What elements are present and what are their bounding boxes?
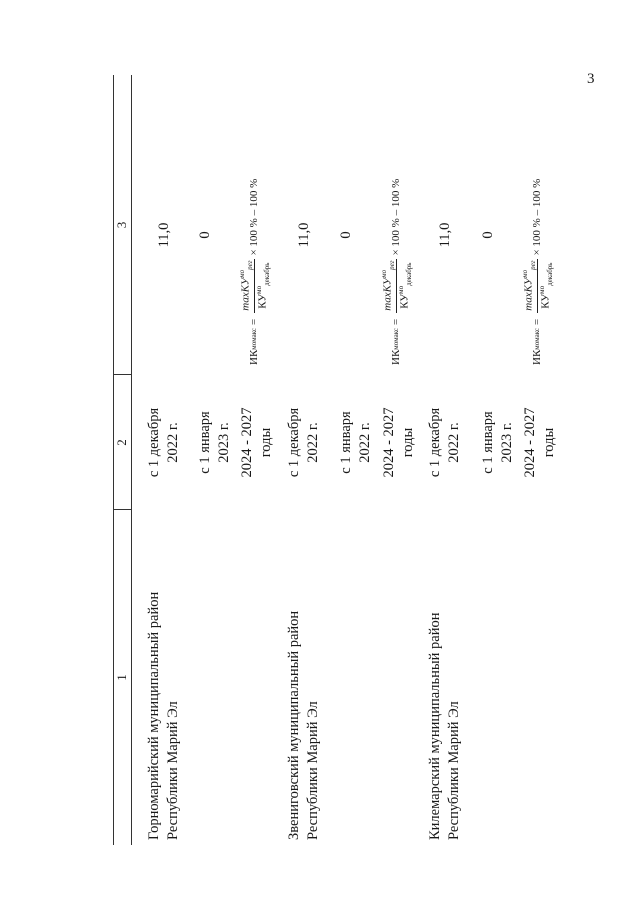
formula-sup: мо: [254, 285, 263, 294]
period-line: 2022 г.: [357, 422, 373, 463]
header-col-2: 2: [114, 439, 129, 446]
formula-fraction: [380, 259, 413, 313]
formula-sub: рег: [387, 260, 396, 270]
formula: [521, 179, 554, 365]
period-line: с 1 декабря: [427, 407, 443, 478]
district-line: Звениговский муниципальный район: [286, 610, 302, 840]
formula-eq: =: [390, 318, 403, 325]
district-line: Горномарийский муниципальный район: [146, 591, 162, 840]
period-line: с 1 января: [338, 411, 354, 474]
period-line: 2023 г.: [216, 422, 232, 463]
district-name: [285, 515, 323, 840]
period-line: годы: [541, 427, 557, 458]
formula-num: maxКУ: [239, 277, 252, 311]
period-line: 2022 г.: [165, 422, 181, 463]
formula-tail: × 100 % – 100 %: [531, 178, 544, 256]
formula-sub: декабрь: [262, 262, 271, 286]
period-cell: [285, 375, 323, 510]
period-line: годы: [258, 427, 274, 458]
period-line: 2024 - 2027: [522, 407, 538, 478]
period-cell: [337, 375, 375, 510]
rotated-table: [113, 75, 557, 845]
formula: [238, 179, 271, 365]
value-cell: 0: [338, 231, 354, 239]
value-cell: 11,0: [156, 222, 172, 248]
district-line: Республики Марий Эл: [165, 701, 181, 840]
formula-sup: мо: [238, 269, 246, 278]
header-bottom-border: [131, 75, 132, 845]
period-line: с 1 января: [197, 411, 213, 474]
formula-sub: макс: [533, 327, 542, 342]
formula-den: КУ: [539, 293, 552, 309]
header-col-1: 1: [114, 674, 129, 681]
period-cell: [479, 375, 517, 510]
formula-label: ИК: [390, 349, 403, 365]
formula-den: КУ: [256, 293, 269, 309]
formula-num: maxКУ: [381, 277, 394, 311]
header-col-3: 3: [114, 221, 129, 229]
period-line: с 1 декабря: [146, 407, 162, 478]
formula-tail: × 100 % – 100 %: [390, 178, 403, 256]
formula-sup: мо: [392, 341, 401, 350]
period-line: 2023 г.: [499, 422, 515, 463]
value-cell: 0: [197, 231, 213, 239]
district-name: [426, 515, 464, 840]
formula-den: КУ: [398, 293, 411, 309]
period-line: 2024 - 2027: [239, 407, 255, 478]
formula-sub: макс: [250, 327, 259, 342]
value-cell: 0: [480, 231, 496, 239]
period-cell: [238, 375, 276, 510]
formula-sup: мо: [533, 341, 542, 350]
value-cell: 11,0: [296, 222, 312, 248]
formula-sup: мо: [537, 285, 546, 294]
formula-label: ИК: [531, 349, 544, 365]
period-line: годы: [400, 427, 416, 458]
formula-sub: рег: [528, 260, 537, 270]
formula-sup: мо: [396, 285, 405, 294]
period-line: 2022 г.: [305, 422, 321, 463]
formula: [380, 179, 413, 365]
period-cell: [380, 375, 418, 510]
formula-tail: × 100 % – 100 %: [248, 178, 261, 256]
formula-label: ИК: [248, 349, 261, 365]
formula-sub: рег: [245, 260, 254, 270]
district-line: Республики Марий Эл: [305, 701, 321, 840]
period-line: 2022 г.: [446, 422, 462, 463]
district-name: [145, 515, 183, 840]
formula-sup: мо: [250, 341, 259, 350]
formula-fraction: [238, 259, 271, 313]
period-line: 2024 - 2027: [381, 407, 397, 478]
formula-eq: =: [531, 318, 544, 325]
period-line: с 1 декабря: [286, 407, 302, 478]
formula-sub: декабрь: [545, 262, 554, 286]
value-cell: 11,0: [437, 222, 453, 248]
district-line: Республики Марий Эл: [446, 701, 462, 840]
district-line: Килемарский муниципальный район: [427, 612, 443, 840]
formula-num: maxКУ: [522, 277, 535, 311]
period-line: с 1 января: [480, 411, 496, 474]
formula-fraction: [521, 259, 554, 313]
formula-sup: мо: [380, 269, 388, 278]
period-cell: [196, 375, 234, 510]
period-cell: [145, 375, 183, 510]
formula-sup: мо: [521, 269, 529, 278]
formula-sub: декабрь: [404, 262, 413, 286]
period-cell: [426, 375, 464, 510]
period-cell: [521, 375, 559, 510]
formula-eq: =: [248, 318, 261, 325]
page-number: 3: [587, 71, 595, 87]
formula-sub: макс: [392, 327, 401, 342]
